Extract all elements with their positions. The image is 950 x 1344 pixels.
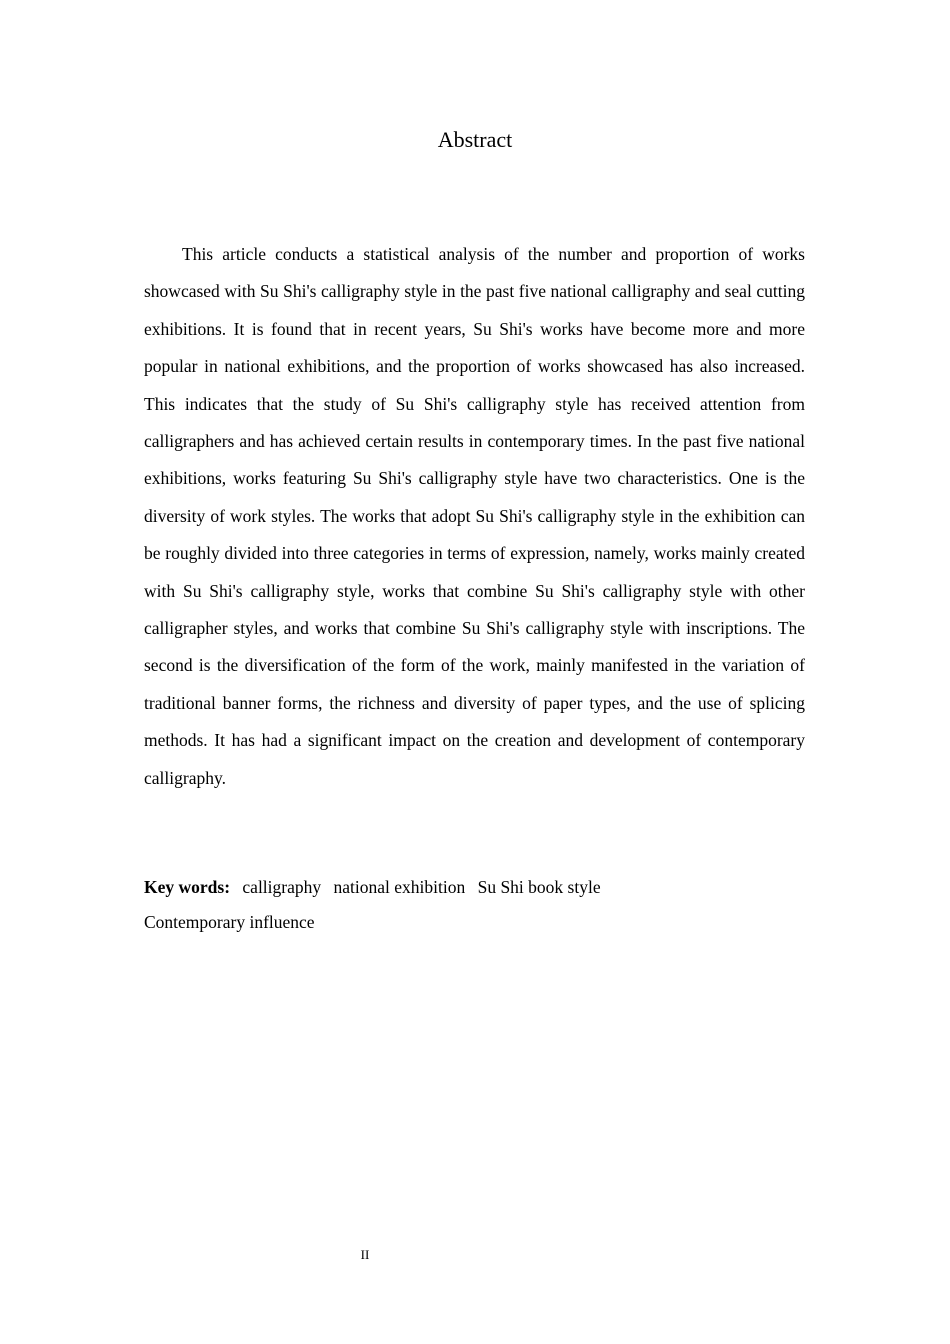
page-number: II (360, 1247, 370, 1262)
keyword-item: calligraphy (242, 877, 322, 897)
keyword-item: Su Shi book style (477, 877, 601, 897)
keywords-label: Key words: (144, 877, 231, 897)
keywords-line-continued (144, 907, 805, 937)
abstract-body: This article conducts a statistical analysis of the number and proportion of works showcased with Su Shi's calligraphy style in the past five national calligraphy and seal cutting exhibitions. It is found that in recent years, Su Shi's works have become more and more popular in national exhibitions, and the proportion of works showcased has also increased. This indicates that the study of Su Shi's calligraphy style has received attention from calligraphers and has achieved certain results in contemporary times. In the past five national exhibitions, works featuring Su Shi's calligraphy style have two characteristics. One is the diversity of work styles. The works that adopt Su Shi's calligraphy style in the exhibition can be roughly divided into three categories in terms of expression, namely, works mainly created with Su Shi's calligraphy style, works that combine Su Shi's calligraphy style with other calligrapher styles, and works that combine Su Shi's calligraphy style with inscriptions. The second is the diversification of the form of the work, mainly manifested in the variation of traditional banner forms, the richness and diversity of paper types, and the use of splicing methods. It has had a significant impact on the creation and development of contemporary calligraphy. (144, 244, 805, 788)
keyword-item: Contemporary influence (144, 912, 315, 932)
page-title: Abstract (437, 127, 513, 152)
keyword-item: national exhibition (333, 877, 466, 897)
keywords-line (144, 872, 805, 902)
